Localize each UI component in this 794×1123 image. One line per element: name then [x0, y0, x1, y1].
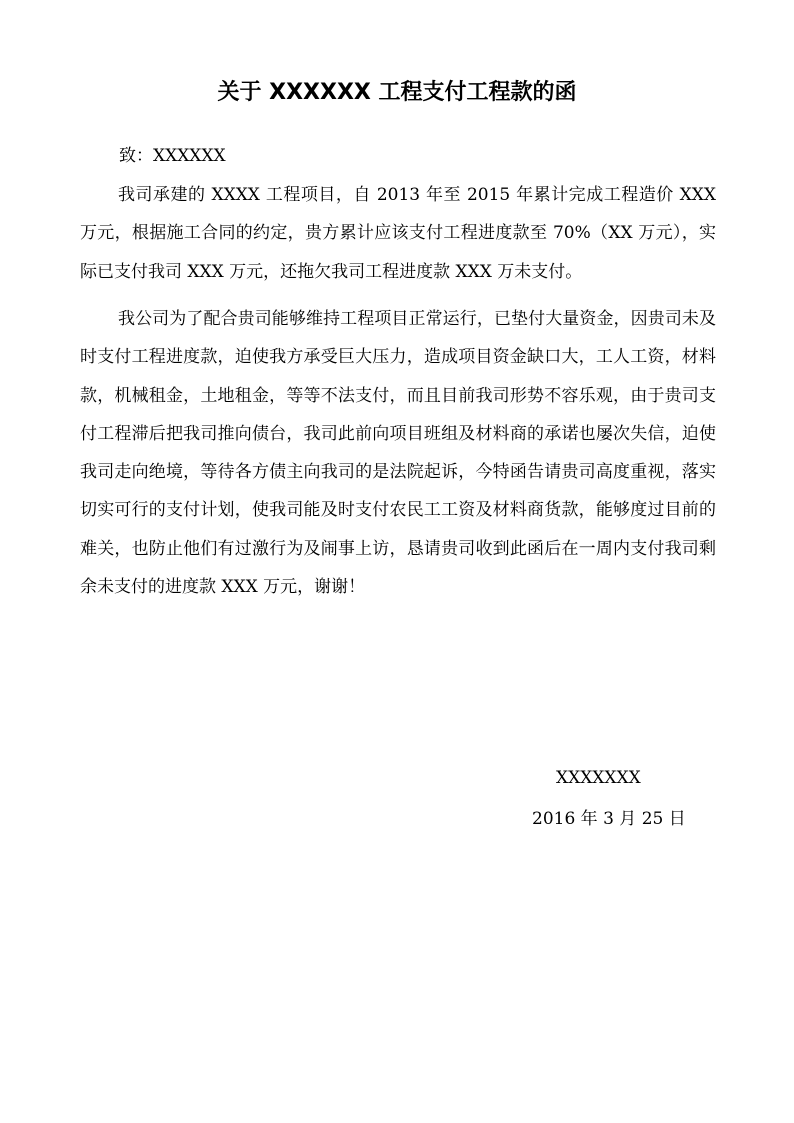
letter-title: 关于 XXXXXX 工程支付工程款的函 — [217, 80, 577, 105]
signature-company: XXXXXXX — [556, 768, 641, 788]
salutation: 致：XXXXXX — [119, 146, 226, 166]
body-paragraph-2: 我公司为了配合贵司能够维持工程项目正常运行，已垫付大量资金，因贵司未及时支付工程进度款，迫使我方承受巨大压力，造成项目资金缺口大，工人工资，材料款，机械租金，土地租金，等等不法支付，而且目前我司形势不容乐观，由于贵司支付工程滞后把我司推向债台，我司此前向项目班组及材料商的承诺也屡次失信，迫使我司走向绝境，等待各方债主向我司的是法院起诉，今特函告请贵司高度重视，落实切实可行的支付计划，使我司能及时支付农民工工资及材料商货款，能够度过目前的难关，也防止他们有过激行为及闹事上访，恳请贵司收到此函后在一周内支付我司剩余未支付的进度款 XXX 万元，谢谢！ — [80, 309, 716, 598]
signature-date: 2016 年 3 月 25 日 — [532, 809, 686, 829]
body-paragraph-1: 我司承建的 XXXX 工程项目，自 2013 年至 2015 年累计完成工程造价 XXX 万元，根据施工合同的约定，贵方累计应该支付工程进度款至 70%（XX 万元），实际已支付我司 XXX 万元，还拖欠我司工程进度款 XXX 万未支付。 — [80, 185, 716, 282]
